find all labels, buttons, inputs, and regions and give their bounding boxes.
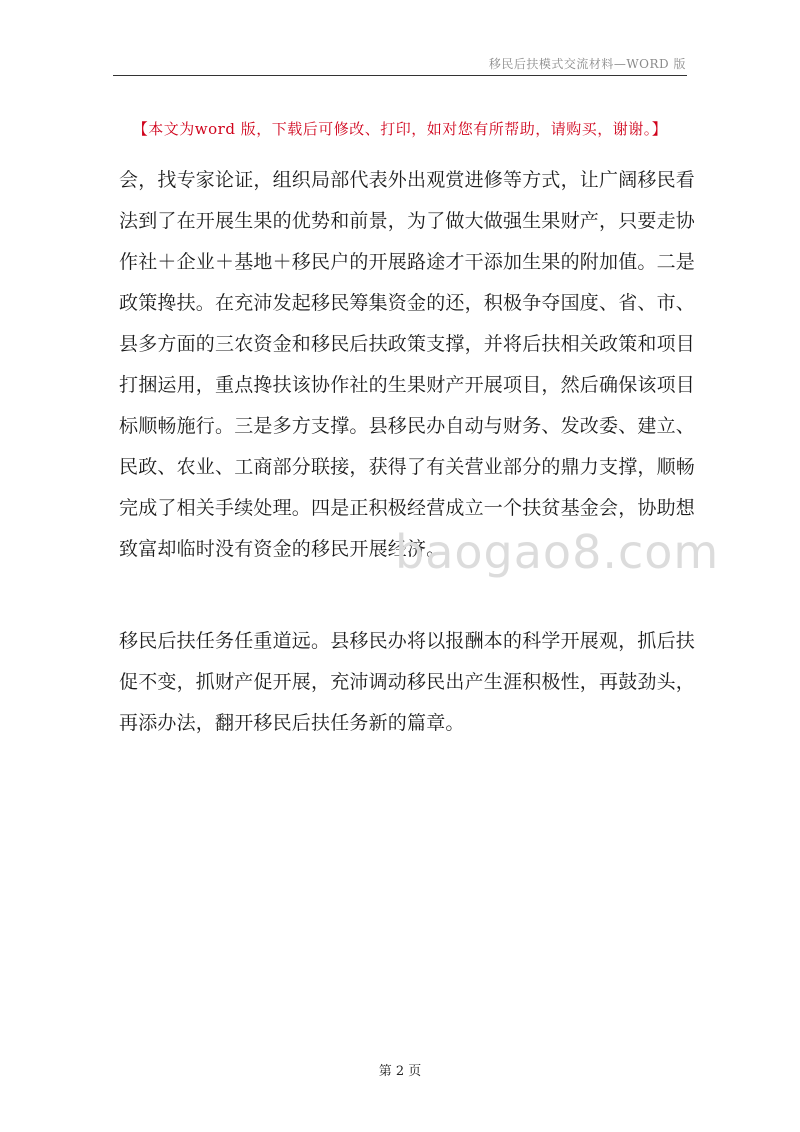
- watermark: baogao8.com: [395, 525, 720, 579]
- running-header: 移民后扶模式交流材料—WORD 版: [488, 57, 686, 71]
- body-paragraph-1: [119, 160, 696, 570]
- text-line: 法到了在开展生果的优势和前景，为了做大做强生果财产，只要走协: [119, 210, 696, 232]
- text-line: 政策搀扶。在充沛发起移民筹集资金的还，积极争夺国度、省、市、: [119, 292, 696, 314]
- text-line: 标顺畅施行。三是多方支撑。县移民办自动与财务、发改委、建立、: [119, 415, 696, 437]
- text-line: 县多方面的三农资金和移民后扶政策支撑，并将后扶相关政策和项目: [119, 333, 696, 355]
- text-line: 移民后扶任务任重道远。县移民办将以报酬本的科学开展观，抓后扶: [119, 630, 696, 652]
- text-line: 打捆运用，重点搀扶该协作社的生果财产开展项目，然后确保该项目: [119, 374, 696, 396]
- text-line: 致富却临时没有资金的移民开展经济。: [119, 538, 446, 560]
- page-number: 第 2 页: [378, 1064, 422, 1079]
- text-line: 完成了相关手续处理。四是正积极经营成立一个扶贫基金会，协助想: [119, 497, 696, 519]
- text-line: 再添办法，翻开移民后扶任务新的篇章。: [119, 712, 465, 734]
- text-line: 会，找专家论证，组织局部代表外出观赏进修等方式，让广阔移民看: [119, 169, 696, 191]
- text-line: 民政、农业、工商部分联接，获得了有关营业部分的鼎力支撑，顺畅: [119, 456, 696, 478]
- text-line: 促不变，抓财产促开展，充沛调动移民出产生涯积极性，再鼓劲头，: [119, 671, 696, 693]
- text-line: 作社＋企业＋基地＋移民户的开展路途才干添加生果的附加值。二是: [119, 251, 696, 273]
- header-divider: [113, 75, 687, 76]
- body-paragraph-2: [119, 621, 696, 744]
- download-notice: 【本文为word 版，下载后可修改、打印，如对您有所帮助，请购买，谢谢。】: [132, 120, 668, 138]
